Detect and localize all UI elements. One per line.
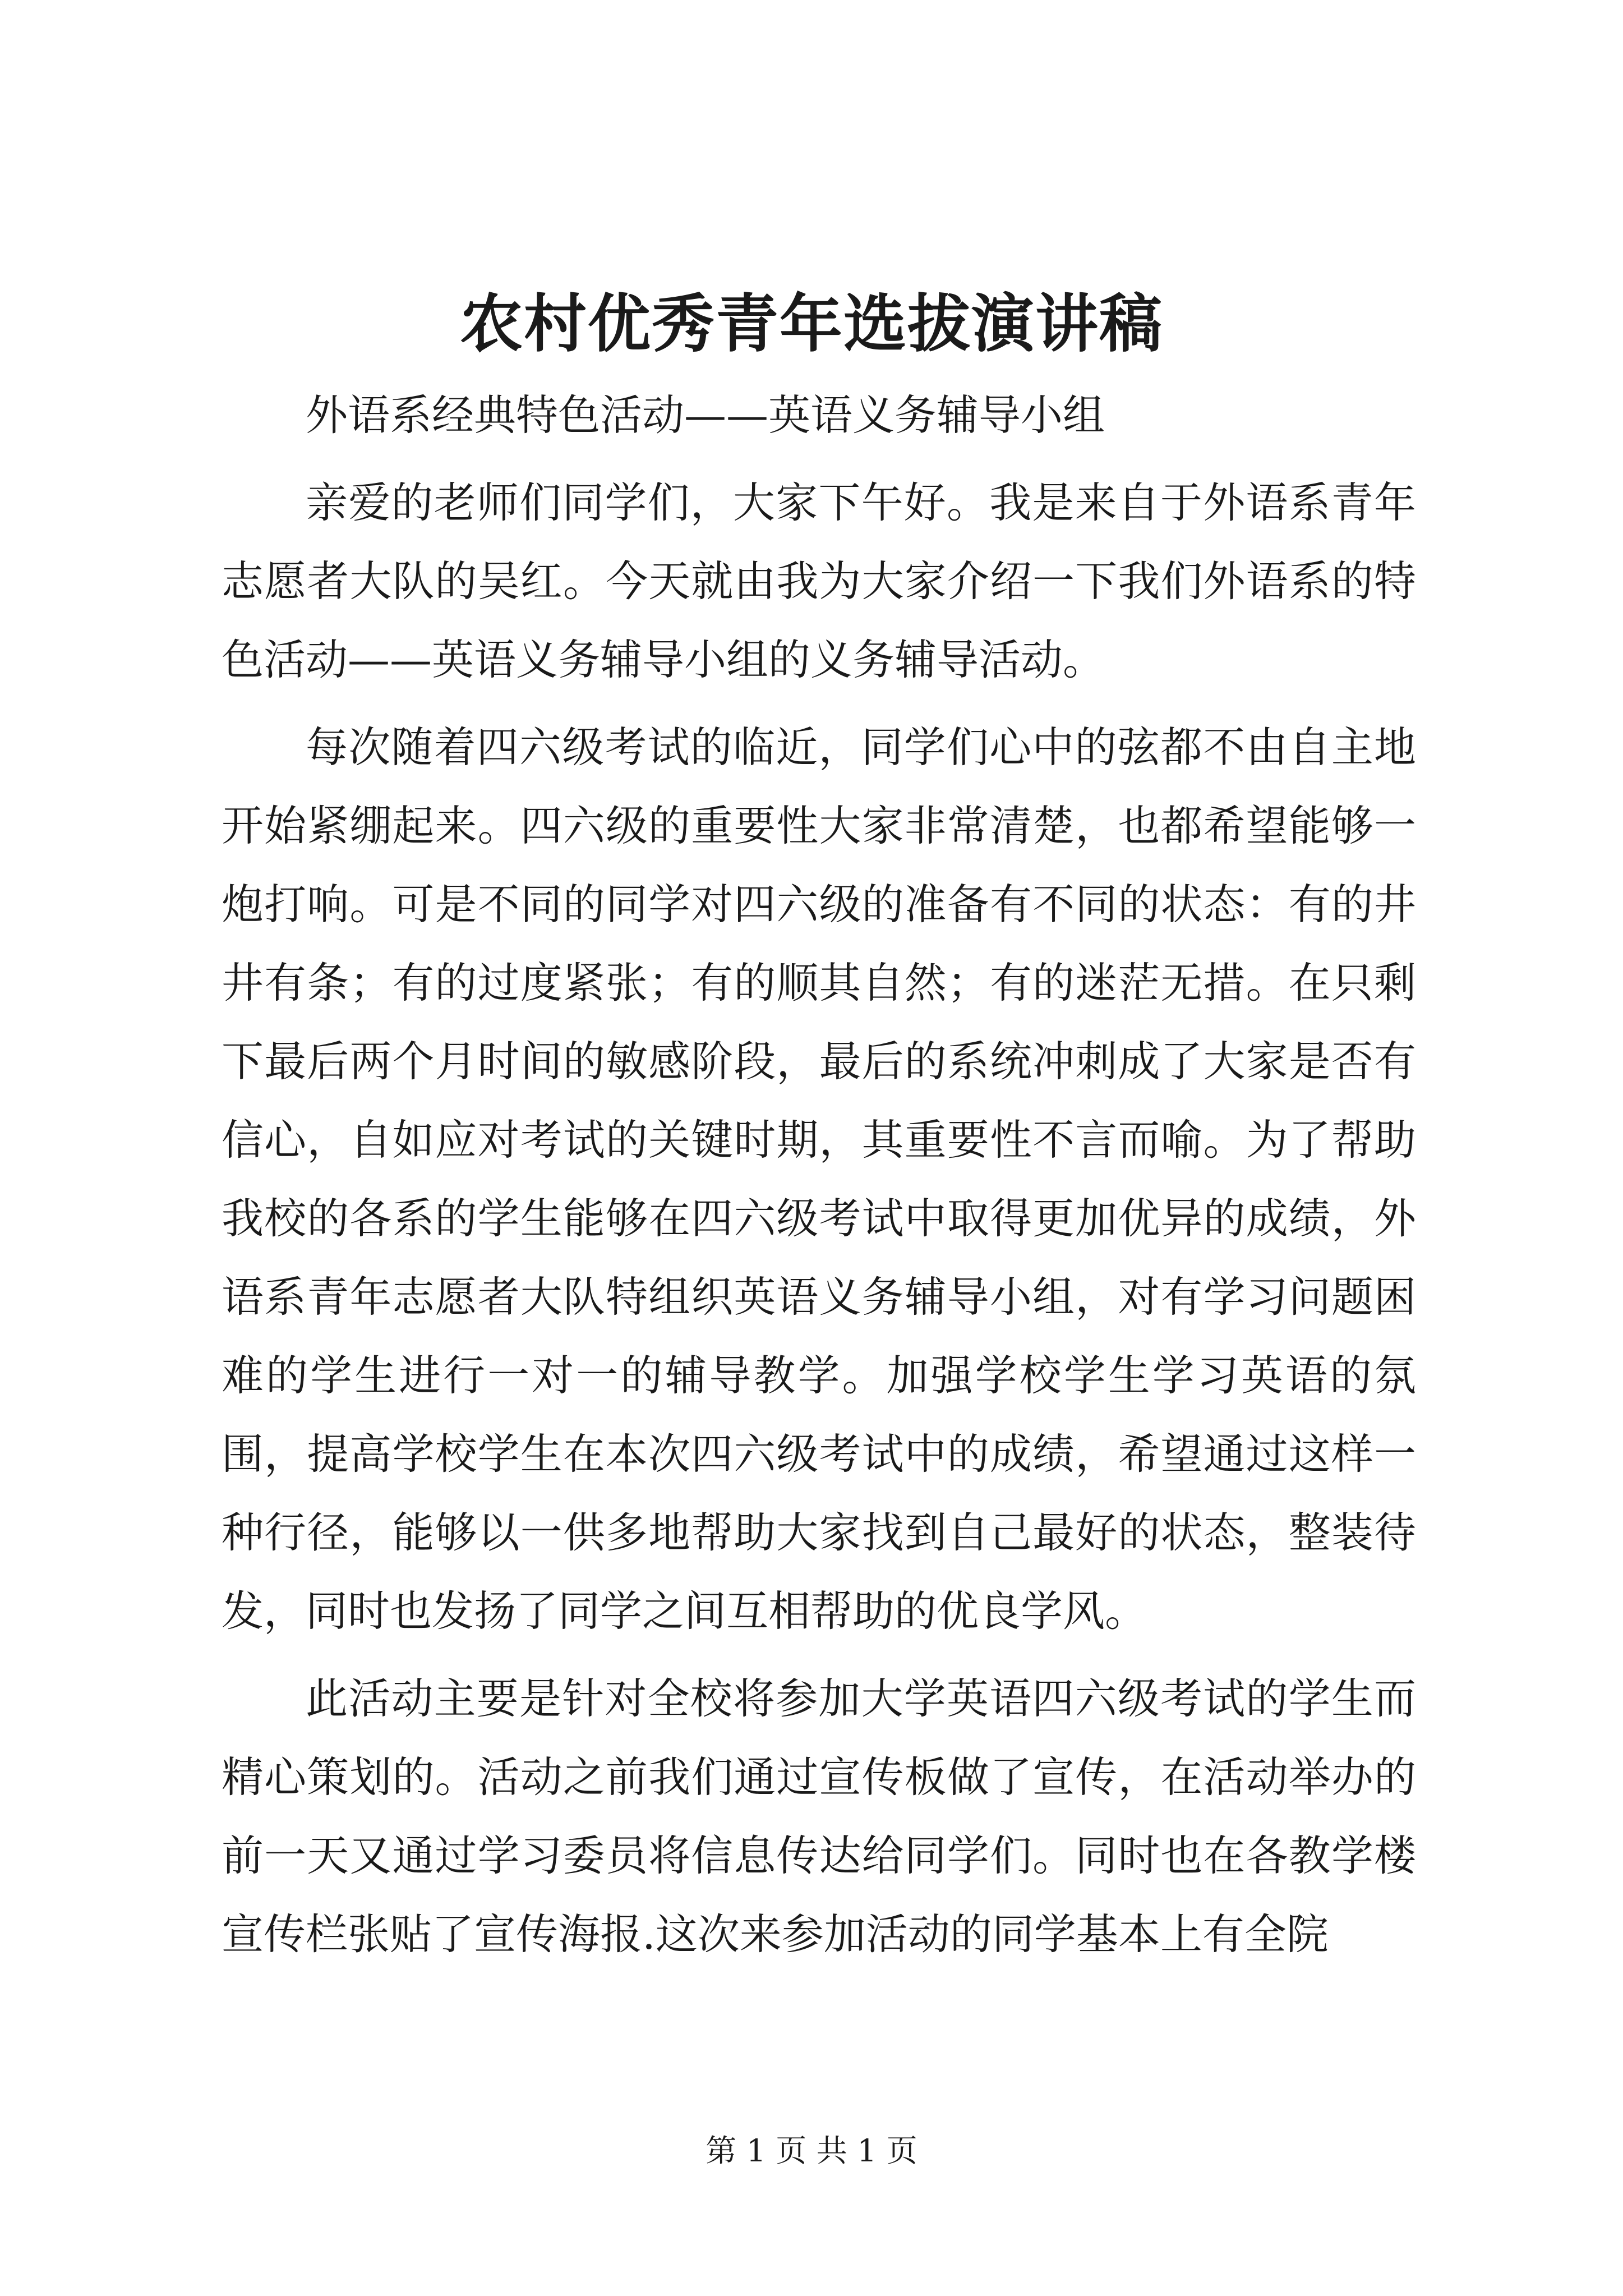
- paragraph-activity: 此活动主要是针对全校将参加大学英语四六级考试的学生而精心策划的。活动之前我们通过宣传板做了宣传，在活动举办的前一天又通过学习委员将信息传达给同学们。同时也在各教学楼宣传栏张贴了宣传海报.这次来参加活动的同学基本上有全院: [222, 1674, 1416, 1959]
- document-body: [222, 376, 1416, 1973]
- paragraph-greeting: 亲爱的老师们同学们，大家下午好。我是来自于外语系青年志愿者大队的吴红。今天就由我为大家介绍一下我们外语系的特色活动——英语义务辅导小组的义务辅导活动。: [222, 478, 1416, 684]
- paragraph-background: 每次随着四六级考试的临近，同学们心中的弦都不由自主地开始紧绷起来。四六级的重要性大家非常清楚，也都希望能够一炮打响。可是不同的同学对四六级的准备有不同的状态：有的井井有条；有的过度紧张；有的顺其自然；有的迷茫无措。在只剩下最后两个月时间的敏感阶段，最后的系统冲刺成了大家是否有信心，自如应对考试的关键时期，其重要性不言而喻。为了帮助我校的各系的学生能够在四六级考试中取得更加优异的成绩，外语系青年志愿者大队特组织英语义务辅导小组，对有学习问题困难的学生进行一对一的辅导教学。加强学校学生学习英语的氛围，提高学校学生在本次四六级考试中的成绩，希望通过这样一种行径，能够以一供多地帮助大家找到自己最好的状态，整装待发，同时也发扬了同学之间互相帮助的优良学风。: [222, 723, 1416, 1636]
- document-title: 农村优秀青年选拔演讲稿: [460, 287, 1163, 361]
- page-footer: 第 1 页 共 1 页: [706, 2133, 917, 2169]
- paragraph-subtitle: 外语系经典特色活动——英语义务辅导小组: [306, 390, 1105, 440]
